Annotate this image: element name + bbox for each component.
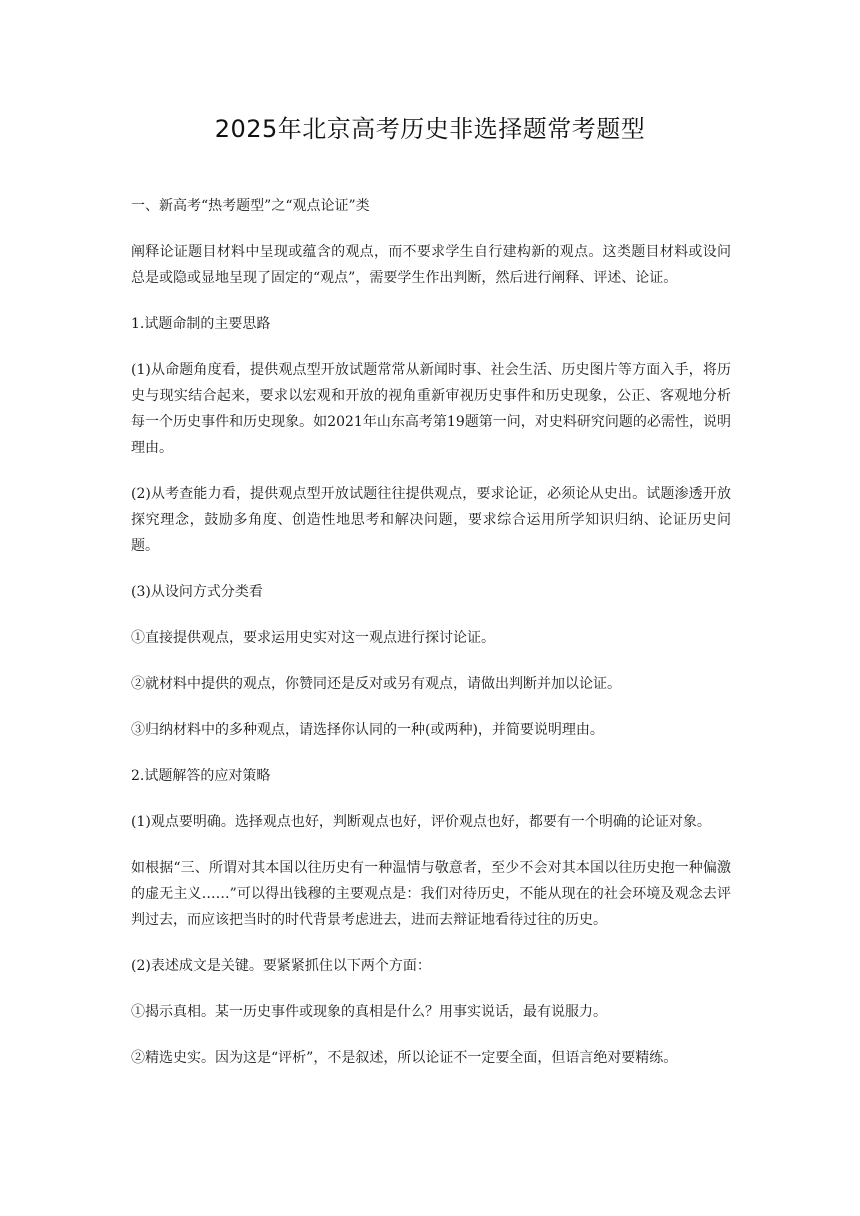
body-paragraph: (1)从命题角度看，提供观点型开放试题常常从新闻时事、社会生活、历史图片等方面入手，将历史与现实结合起来，要求以宏观和开放的视角重新审视历史事件和历史现象，公正、客观地分析每一个历史事件和历史现象。如2021年山东高考第19题第一问，对史料研究问题的必需性，说明理由。	[131, 362, 731, 456]
list-item: ①直接提供观点，要求运用史实对这一观点进行探讨论证。	[131, 630, 495, 646]
body-paragraph: (1)观点要明确。选择观点也好，判断观点也好，评价观点也好，都要有一个明确的论证对象。	[131, 814, 711, 830]
list-item: ③归纳材料中的多种观点，请选择你认同的一种(或两种)，并简要说明理由。	[131, 722, 604, 738]
list-item: ②精选史实。因为这是“评析”，不是叙述，所以论证不一定要全面，但语言绝对要精练。	[131, 1050, 678, 1066]
body-paragraph: 阐释论证题目材料中呈现或蕴含的观点，而不要求学生自行建构新的观点。这类题目材料或设问总是或隐或显地呈现了固定的“观点”，需要学生作出判断，然后进行阐释、评述、论证。	[131, 244, 731, 286]
section-heading: 一、新高考“热考题型”之“观点论证”类	[131, 198, 370, 214]
subsection-heading: 2.试题解答的应对策略	[131, 768, 271, 784]
body-paragraph: (2)从考查能力看，提供观点型开放试题往往提供观点，要求论证，必须论从史出。试题渗透开放探究理念，鼓励多角度、创造性地思考和解决问题，要求综合运用所学知识归纳、论证历史问题。	[131, 486, 731, 554]
list-item: ①揭示真相。某一历史事件或现象的真相是什么？用事实说话，最有说服力。	[131, 1004, 607, 1020]
subsection-heading: 1.试题命制的主要思路	[131, 316, 271, 332]
document-title: 2025年北京高考历史非选择题常考题型	[214, 115, 646, 143]
body-paragraph: 如根据“三、所谓对其本国以往历史有一种温情与敬意者，至少不会对其本国以往历史抱一种偏激的虚无主义……”可以得出钱穆的主要观点是：我们对待历史，不能从现在的社会环境及观念去评判过去，而应该把当时的时代背景考虑进去，进而去辩证地看待过往的历史。	[131, 860, 731, 928]
body-paragraph: (3)从设问方式分类看	[131, 584, 263, 600]
list-item: ②就材料中提供的观点，你赞同还是反对或另有观点，请做出判断并加以论证。	[131, 676, 621, 692]
document-body	[131, 193, 731, 1091]
body-paragraph: (2)表述成文是关键。要紧紧抓住以下两个方面：	[131, 958, 431, 974]
